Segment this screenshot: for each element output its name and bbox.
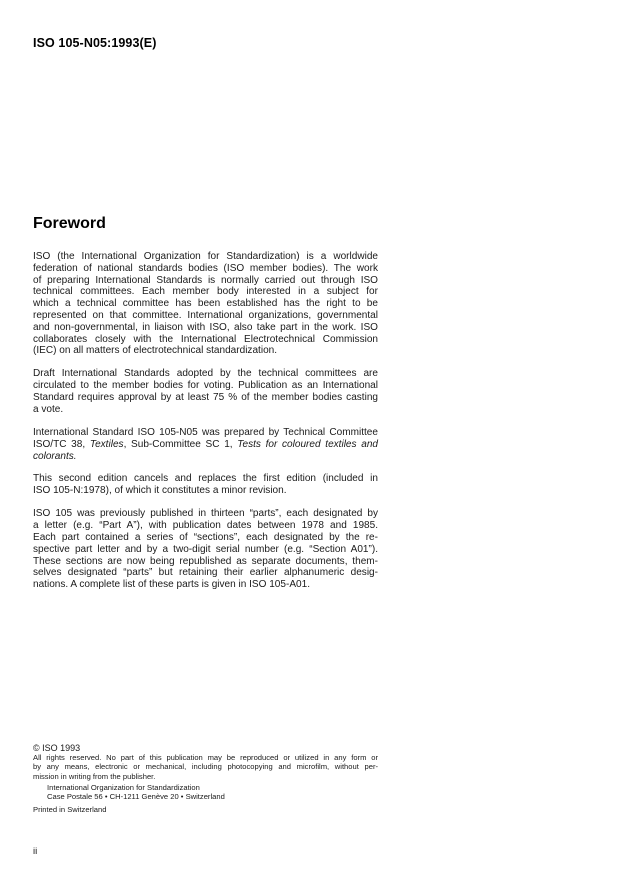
text-line: ISO (the International Organization for Standardization) is a worldwide: [33, 251, 378, 262]
text-line: a vote.: [33, 403, 64, 415]
text-line: circulated to the member bodies for voting. Publication as an International: [33, 379, 378, 391]
text-line: Draft International Standards adopted by the technical committees are: [33, 368, 378, 380]
text-line: technical committees. Each member body interested in a subject for: [33, 286, 378, 298]
text-line: [33, 439, 378, 451]
paragraph-draft-standards: [33, 368, 378, 415]
copyright-block: [33, 743, 378, 814]
foreword-heading: Foreword: [33, 215, 106, 232]
text-line: ISO 105-N:1978), of which it constitutes a minor revision.: [33, 484, 287, 496]
text-line: selves designated “parts” but retaining their earlier alphanumeric desig-: [33, 567, 378, 579]
committee-title: Textiles: [89, 439, 124, 451]
printed-in: Printed in Switzerland: [33, 804, 107, 814]
foreword-body: [33, 251, 378, 602]
text-line: Each part contained a series of “sections”, each designated by the re-: [33, 531, 378, 543]
text-line: collaborates closely with the International Electrotechnical Commission: [33, 333, 378, 345]
text-line: federation of national standards bodies (ISO member bodies). The work: [33, 262, 378, 274]
text-line: represented on that committee. International organizations, governmental: [33, 309, 378, 321]
paragraph-iso-description: [33, 251, 378, 357]
text-line: of preparing International Standards is normally carried out through ISO: [33, 274, 378, 286]
subcommittee-title: Tests for coloured textiles and: [237, 439, 379, 451]
publisher-address: [33, 783, 378, 802]
text-fragment: , Sub-Committee SC 1,: [123, 439, 238, 451]
address-line: Case Postale 56 • CH-1211 Genève 20 • Switzerland: [47, 792, 225, 802]
text-line: (IEC) on all matters of electrotechnical standardization.: [33, 345, 278, 357]
text-line: a letter (e.g. “Part A”), with publication dates between 1978 and 1985.: [33, 520, 378, 532]
text-line: nations. A complete list of these parts is given in ISO 105-A01.: [33, 579, 311, 591]
page-number: ii: [33, 846, 38, 857]
text-line: Standard requires approval by at least 75 % of the member bodies casting: [33, 391, 378, 403]
text-line: These sections are now being republished as separate documents, them-: [33, 555, 378, 567]
rights-line: All rights reserved. No part of this publication may be reproduced or utilized in any form or: [33, 753, 378, 762]
address-line: International Organization for Standardization: [47, 782, 200, 792]
paragraph-preparation: [33, 427, 378, 462]
paragraph-parts-history: [33, 508, 378, 591]
rights-line: by any means, electronic or mechanical, including photocopying and microfilm, without per-: [33, 762, 378, 772]
text-line: spective part letter and by a two-digit serial number (e.g. “Section A01”).: [33, 543, 378, 555]
text-line: colorants.: [33, 450, 77, 462]
copyright-notice: © ISO 1993: [33, 743, 81, 753]
text-fragment: ISO/TC 38,: [33, 439, 90, 451]
text-line: which a technical committee has been established has the right to be: [33, 298, 378, 310]
text-line: This second edition cancels and replaces the first edition (included in: [33, 472, 378, 484]
rights-line: mission in writing from the publisher.: [33, 771, 156, 781]
text-line: International Standard ISO 105-N05 was prepared by Technical Committee: [33, 427, 378, 439]
document-identifier: ISO 105-N05:1993(E): [33, 36, 157, 50]
text-line: and non-governmental, in liaison with ISO, also take part in the work. ISO: [33, 321, 378, 333]
paragraph-edition: [33, 473, 378, 497]
text-line: ISO 105 was previously published in thirteen “parts”, each designated by: [33, 508, 378, 520]
